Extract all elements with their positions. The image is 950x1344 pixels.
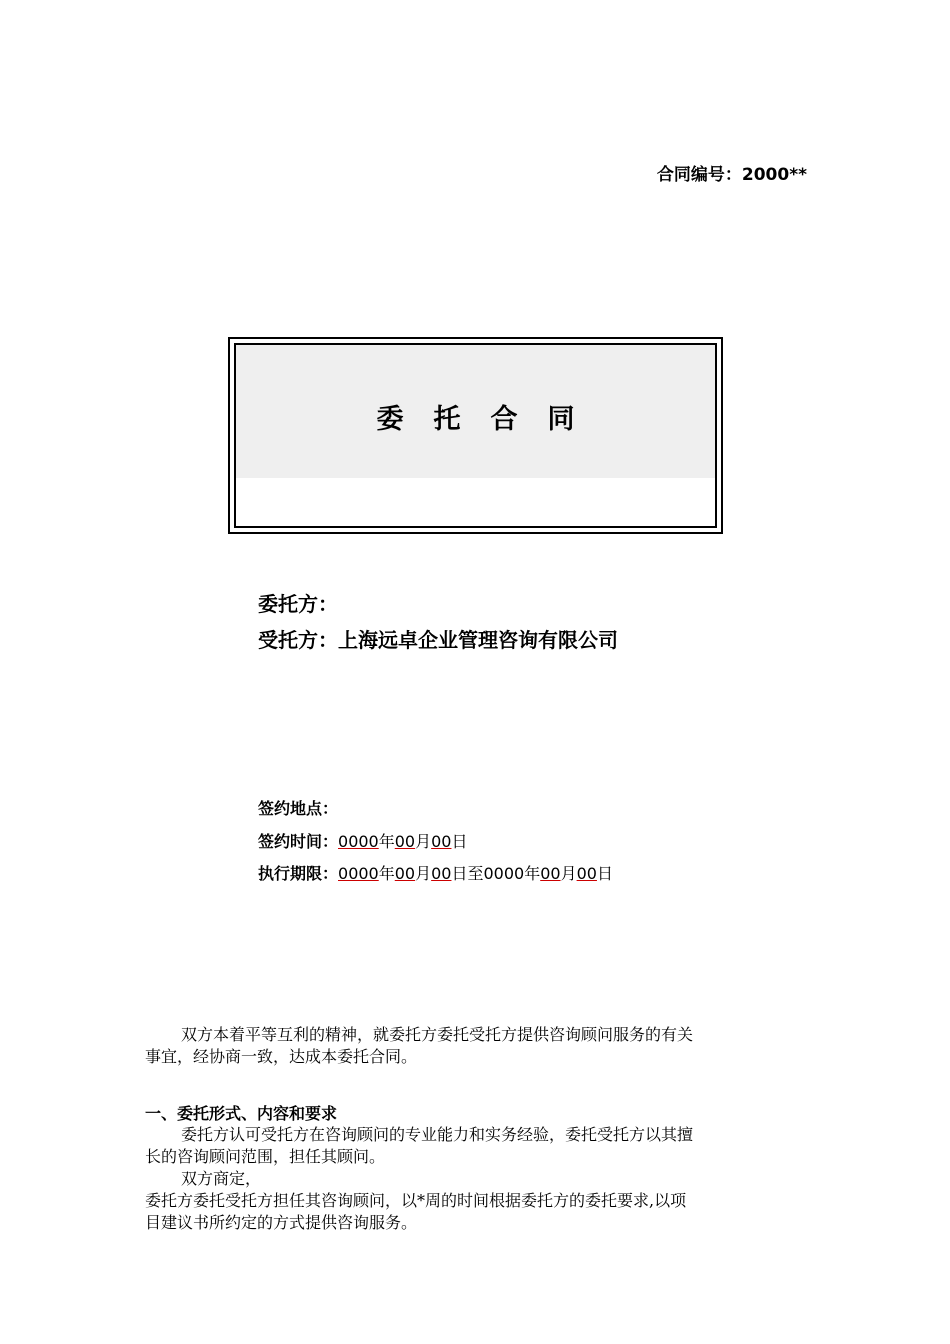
section-1-heading: 一、委托形式、内容和要求 (145, 1104, 338, 1123)
intro-line: 事宜，经协商一致，达成本委托合同。 (145, 1047, 418, 1066)
contractor-name: 上海远卓企业管理咨询有限公司 (338, 628, 618, 652)
title-box (228, 337, 723, 534)
exec-period-label: 执行期限： (258, 864, 339, 883)
section-1-body (145, 1124, 805, 1234)
sign-time-unit: 年 (378, 832, 395, 851)
sign-place-line (258, 796, 338, 819)
exec-start-day: 00 (431, 864, 452, 883)
sign-time-unit: 月 (415, 832, 432, 851)
exec-unit: 月 (560, 864, 577, 883)
section-1-line: 委托方委托受托方担任其咨询顾问，以*周的时间根据委托方的委托要求,以项 (145, 1191, 687, 1210)
intro-line: 双方本着平等互利的精神，就委托方委托受托方提供咨询顾问服务的有关 (181, 1025, 694, 1044)
client-label: 委托方： (258, 592, 338, 616)
title-box-inner (234, 343, 717, 528)
exec-unit: 日 (596, 864, 613, 883)
exec-unit: 年 (378, 864, 395, 883)
exec-period-line (258, 861, 613, 884)
exec-start-year: 0000 (338, 864, 379, 883)
sign-time-year: 0000 (338, 832, 379, 851)
section-1-line: 双方商定， (181, 1169, 262, 1188)
exec-start-month: 00 (394, 864, 416, 883)
section-1-line: 长的咨询顾问范围，担任其顾问。 (145, 1147, 386, 1166)
sign-place-label: 签约地点： (258, 799, 339, 818)
exec-end-month: 00 (540, 864, 561, 883)
contractor-label: 受托方： (258, 628, 338, 652)
intro-paragraph (145, 1024, 805, 1068)
client-line (258, 588, 338, 617)
exec-unit: 日至0000年 (451, 864, 541, 883)
sign-time-day: 00 (431, 832, 452, 851)
section-1-line: 委托方认可受托方在咨询顾问的专业能力和实务经验，委托受托方以其擅 (181, 1125, 694, 1144)
exec-unit: 月 (415, 864, 432, 883)
sign-time-label: 签约时间： (258, 832, 339, 851)
contractor-line (258, 624, 618, 653)
document-title: 委托合同 (376, 404, 605, 435)
sign-time-line (258, 829, 468, 852)
section-1-line: 目建议书所约定的方式提供咨询服务。 (145, 1213, 418, 1232)
sign-time-month: 00 (394, 832, 416, 851)
exec-end-day: 00 (576, 864, 597, 883)
sign-time-unit: 日 (451, 832, 468, 851)
contract-number: 合同编号：2000** (656, 165, 807, 185)
